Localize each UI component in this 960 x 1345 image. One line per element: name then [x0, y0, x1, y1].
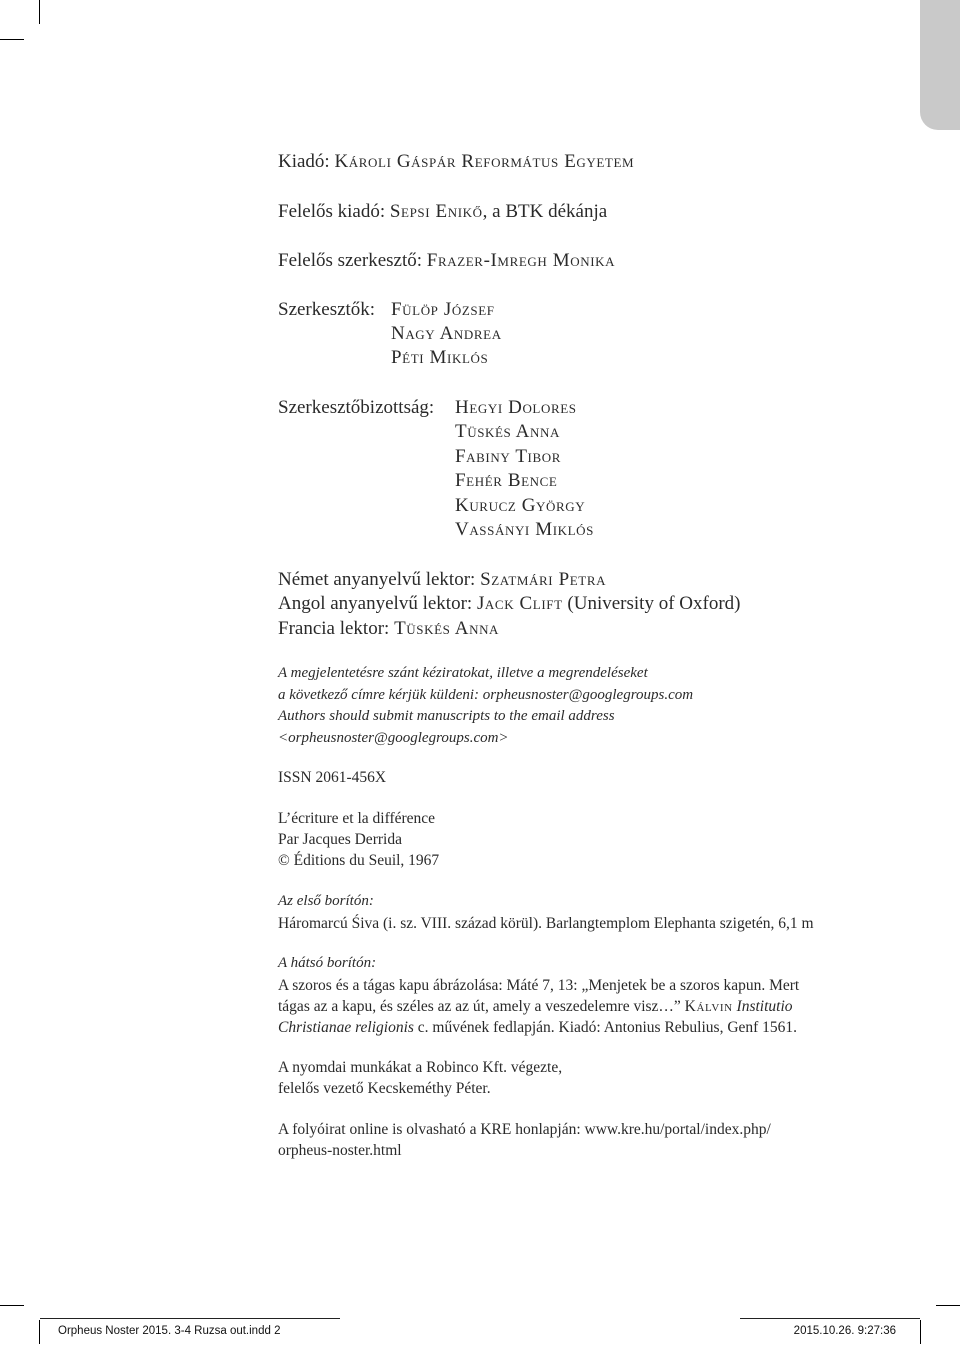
lector-line: Angol anyanyelvű lektor: Jack Clift (University of Oxford): [278, 593, 741, 614]
online-line: A folyóirat online is olvasható a KRE honlapján: www.kre.hu/portal/index.php/: [278, 1121, 771, 1138]
copyright-line: Par Jacques Derrida: [278, 831, 402, 848]
thumb-tab: [920, 0, 960, 130]
board-member: Fabiny Tibor: [455, 446, 562, 467]
responsible-editor-line: Felelős szerkesztő: Frazer-Imregh Monika: [278, 250, 616, 271]
issn: ISSN 2061-456X: [278, 769, 387, 786]
back-cover-info: [278, 953, 799, 1038]
editor-name: Nagy Andrea: [391, 323, 502, 344]
online-line: orpheus-noster.html: [278, 1142, 402, 1159]
copyright-line: © Éditions du Seuil, 1967: [278, 852, 440, 869]
online-info: [278, 1119, 771, 1161]
publisher-line: Kiadó: Károli Gáspár Református Egyetem: [278, 151, 635, 172]
printing-line: felelős vezető Kecskeméthy Péter.: [278, 1080, 491, 1097]
editor-name: Péti Miklós: [391, 347, 489, 368]
submission-line: A megjelentetésre szánt kéziratokat, illetve a megrendeléseket: [278, 665, 648, 681]
submission-line: <orpheusnoster@googlegroups.com>: [278, 729, 509, 746]
lector-line: Francia lektor: Tüskés Anna: [278, 618, 500, 639]
lector-name: Tüskés Anna: [394, 618, 500, 639]
back-cover-line: Christianae religionis c. művének fedlapján. Kiadó: Antonius Rebulius, Genf 1561.: [278, 1018, 798, 1036]
responsible-editor-name: Frazer-Imregh Monika: [426, 250, 616, 271]
editor-name: Fülöp József: [391, 299, 495, 320]
publisher-name: Károli Gáspár Református Egyetem: [334, 151, 635, 172]
lector-name: Jack Clift: [476, 593, 563, 614]
editors-label: Szerkesztők:: [278, 299, 376, 320]
printing-line: A nyomdai munkákat a Robinco Kft. végezte,: [278, 1059, 563, 1076]
crop-mark: [0, 39, 24, 40]
lector-name: Szatmári Petra: [480, 569, 607, 590]
front-cover-label: Az első borítón:: [278, 893, 374, 909]
crop-mark: [920, 1320, 921, 1344]
slug-file-info: Orpheus Noster 2015. 3-4 Ruzsa out.indd 2: [40, 1318, 340, 1345]
submission-info: [278, 663, 693, 749]
board-member: Kurucz György: [455, 495, 586, 516]
back-cover-label: A hátsó borítón:: [278, 955, 377, 971]
board-member: Tüskés Anna: [455, 421, 560, 442]
board-member: Vassányi Miklós: [455, 519, 594, 540]
board-member: Fehér Bence: [455, 470, 558, 491]
board-member: Hegyi Dolores: [455, 397, 577, 418]
submission-line: Authors should submit manuscripts to the email address: [278, 708, 615, 724]
responsible-publisher-name: Sepsi Enikő: [389, 201, 483, 222]
lector-line: Német anyanyelvű lektor: Szatmári Petra: [278, 569, 607, 590]
crop-mark: [39, 0, 40, 24]
copyright-notice: [278, 808, 439, 871]
printing-info: [278, 1057, 562, 1099]
crop-mark: [0, 1305, 24, 1306]
submission-line: a következő címre kérjük küldeni: orpheusnoster@googlegroups.com: [278, 686, 694, 703]
back-cover-line: A szoros és a tágas kapu ábrázolása: Máté 7, 13: „Menjetek be a szoros kapun. Mert: [278, 976, 800, 994]
front-cover-info: [278, 891, 814, 934]
crop-mark: [936, 1305, 960, 1306]
board-label: Szerkesztőbizottság:: [278, 397, 435, 418]
front-cover-text: Háromarcú Śiva (i. sz. VIII. század körül). Barlangtemplom Elephanta szigetén, 6,1 m: [278, 914, 814, 932]
slug-timestamp: 2015.10.26. 9:27:36: [740, 1318, 920, 1345]
back-cover-line: tágas az a kapu, és széles az az út, amely a veszedelemre visz…” Kálvin Institutio: [278, 997, 793, 1015]
copyright-line: L’écriture et la différence: [278, 810, 436, 827]
responsible-publisher-line: Felelős kiadó: Sepsi Enikő, a BTK dékánja: [278, 201, 608, 222]
